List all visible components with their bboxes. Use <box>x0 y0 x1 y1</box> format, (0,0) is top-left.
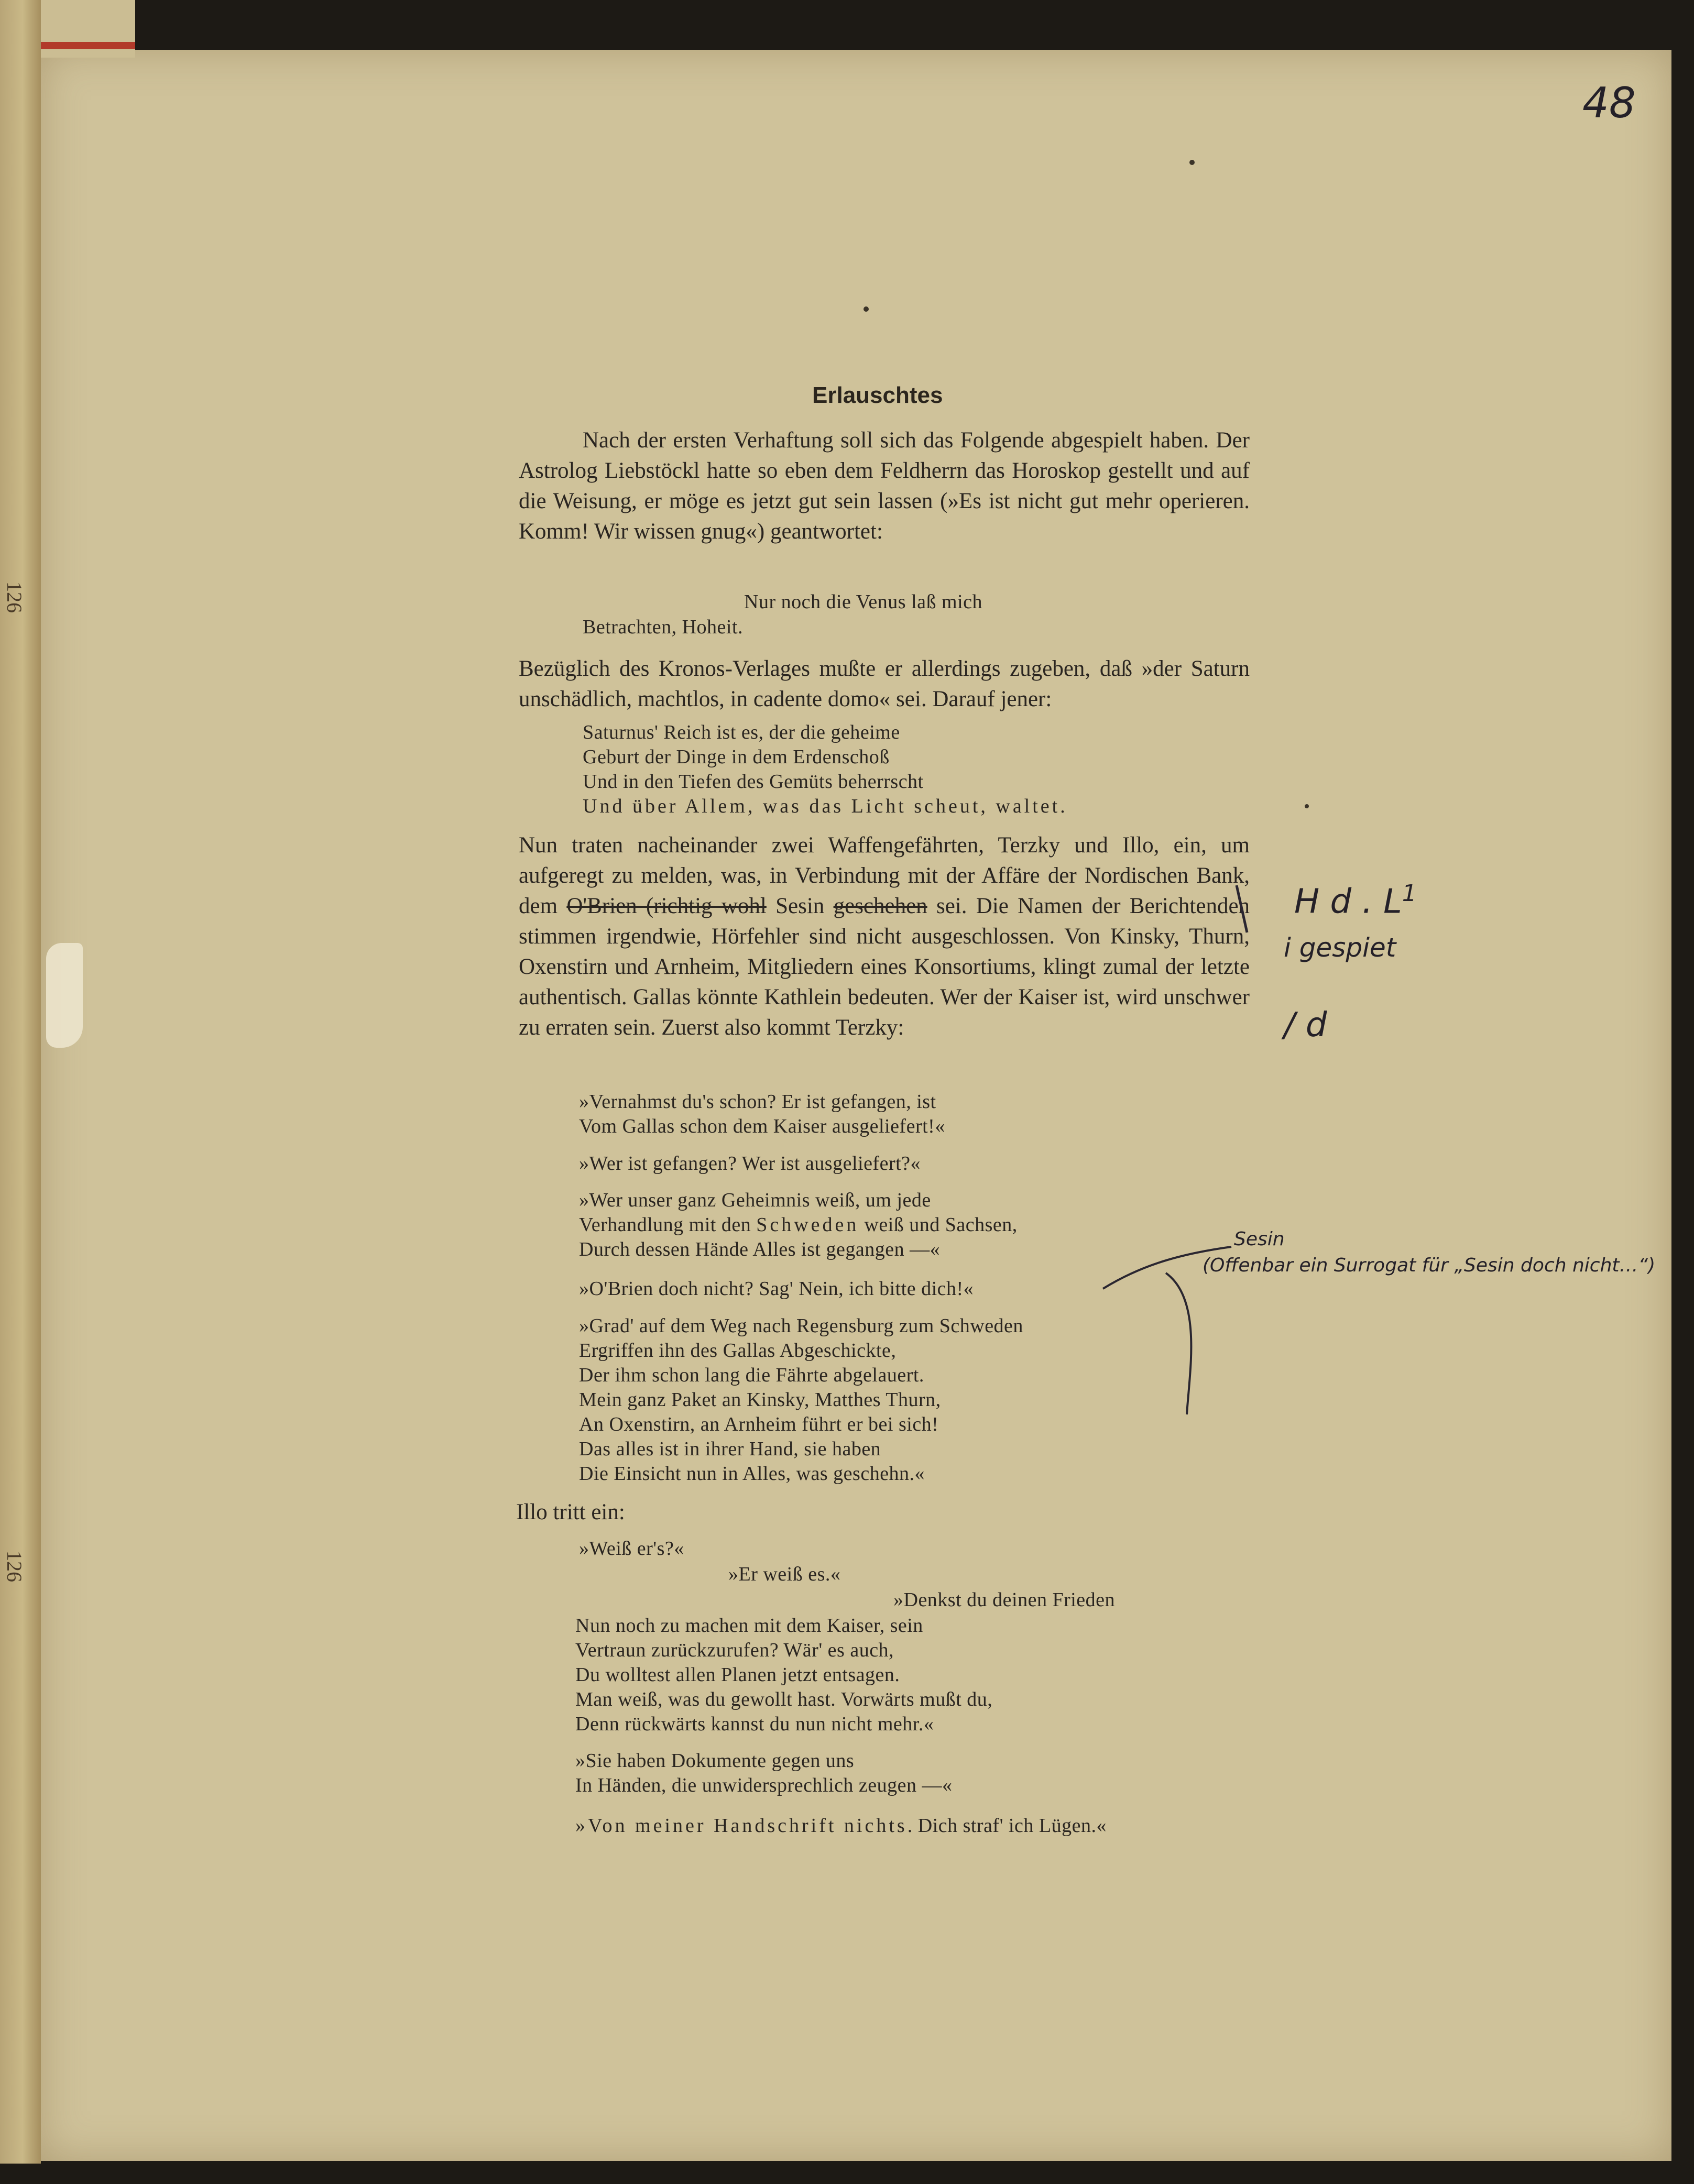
verse-line: Geburt der Dinge in dem Erdenschoß <box>583 746 890 768</box>
text-run: sei. Die Namen der Berichtenden stimmen irgendwie, Hörfehler sind nicht ausgeschlossen. Von Kinsky, Thurn, Oxenstirn und Arnheim, Mitgliedern eines Konsortiums, klingt zumal der letzte authentisch. Gallas könnte Kathlein bedeuten. Wer der Kaiser ist, wird unschwer zu erraten sein. Zuerst also kommt Terzky: <box>519 894 1250 1040</box>
margin-stroke <box>1237 885 1247 932</box>
margin-annotation: / d <box>1284 1006 1327 1045</box>
verse-line: In Händen, die unwidersprechlich zeugen —« <box>575 1774 953 1796</box>
verse-line: »Wer ist gefangen? Wer ist ausgeliefert?« <box>579 1153 921 1175</box>
text-run: Schweden <box>756 1214 859 1236</box>
margin-annotation: i gespiet <box>1284 932 1396 963</box>
paragraph-text: Bezüglich des Kronos-Verlages mußte er allerdings zugeben, daß »der Saturn unschädlich, machtlos, in cadente domo« sei. Darauf jener: <box>519 656 1250 711</box>
annotation-text: H d . L <box>1294 882 1402 921</box>
text-run: Nun traten nacheinander zwei Waffengefährten, Terzky und Illo, ein, um aufgeregt zu melden, was, in Verbindung mit der Affäre der Nordischen Bank, dem <box>519 833 1250 918</box>
page-number: 48 <box>1582 79 1636 127</box>
verse-line: Betrachten, Hoheit. <box>583 616 744 638</box>
verse-line: Vertraun zurückzurufen? Wär' es auch, <box>575 1639 894 1661</box>
text-run: Sesin <box>775 894 825 918</box>
verse-line: Denn rückwärts kannst du nun nicht mehr.« <box>575 1713 934 1735</box>
verse-line: Vom Gallas schon dem Kaiser ausgeliefert!« <box>579 1115 945 1137</box>
verse-line: Man weiß, was du gewollt hast. Vorwärts mußt du, <box>575 1688 993 1710</box>
verse-line: Und über Allem, was das Licht scheut, waltet. <box>583 795 1068 817</box>
text-run: weiß und Sachsen, <box>859 1214 1018 1236</box>
verse-line: »Denkst du deinen Frieden <box>893 1589 1116 1611</box>
verse-line: Nur noch die Venus laß mich <box>744 591 982 613</box>
verse-line: »Wer unser ganz Geheimnis weiß, um jede <box>579 1189 931 1211</box>
verse-line: »Sie haben Dokumente gegen uns <box>575 1750 855 1772</box>
verse-line: Das alles ist in ihrer Hand, sie haben <box>579 1438 881 1460</box>
verse-line: »O'Brien doch nicht? Sag' Nein, ich bitte dich!« <box>579 1278 974 1300</box>
bracket-stroke <box>1166 1273 1191 1414</box>
text-run: . Dich straf' ich Lügen.« <box>907 1815 1107 1837</box>
annotation-superscript: 1 <box>1402 880 1417 907</box>
verse-line: »Er weiß es.« <box>728 1563 841 1585</box>
article-title: Erlauschtes <box>812 382 943 408</box>
verse-line: »Weiß er's?« <box>579 1538 684 1560</box>
text-run: Verhandlung mit den <box>579 1214 757 1236</box>
spine-mark: 126 <box>3 581 26 613</box>
pointer-stroke <box>1103 1247 1231 1289</box>
verse-line: Mein ganz Paket an Kinsky, Matthes Thurn, <box>579 1389 941 1411</box>
verse-line: Und in den Tiefen des Gemüts beherrscht <box>583 771 924 793</box>
margin-annotation: (Offenbar ein Surrogat für „Sesin doch nicht…“) <box>1203 1255 1656 1276</box>
verse-line: Die Einsicht nun in Alles, was geschehn.« <box>579 1463 925 1485</box>
verse-line: Saturnus' Reich ist es, der die geheime <box>583 721 900 743</box>
margin-annotation: Sesin <box>1234 1228 1285 1250</box>
verse-line: Du wolltest allen Planen jetzt entsagen. <box>575 1664 900 1686</box>
verse-line: An Oxenstirn, an Arnheim führt er bei sich! <box>579 1413 939 1435</box>
verse-line: Der ihm schon lang die Fährte abgelauert. <box>579 1364 924 1386</box>
spine-mark: 126 <box>3 1551 26 1582</box>
verse-line: »Grad' auf dem Weg nach Regensburg zum Schweden <box>579 1315 1023 1337</box>
verse-line: »Vernahmst du's schon? Er ist gefangen, ist <box>579 1091 936 1113</box>
intro-text: Nach der ersten Verhaftung soll sich das Folgende abgespielt haben. Der Astrolog Liebstöckl hatte so eben dem Feldherrn das Horoskop gestellt und auf die Weisung, er möge es jetzt gut sein lassen (»Es ist nicht gut mehr operieren. Komm! Wir wissen gnug«) geantwortet: <box>519 428 1250 544</box>
struck-text: O'Brien (richtig wohl <box>566 894 767 918</box>
struck-text: geschehen <box>833 894 927 918</box>
verse-line: Nun noch zu machen mit dem Kaiser, sein <box>575 1615 923 1637</box>
verse-line: Ergriffen ihn des Gallas Abgeschickte, <box>579 1340 897 1362</box>
verse-line: Durch dessen Hände Alles ist gegangen —« <box>579 1238 941 1260</box>
text-run: »Von meiner Handschrift nichts <box>575 1815 908 1837</box>
stage-direction-text: Illo tritt ein: <box>516 1500 625 1524</box>
